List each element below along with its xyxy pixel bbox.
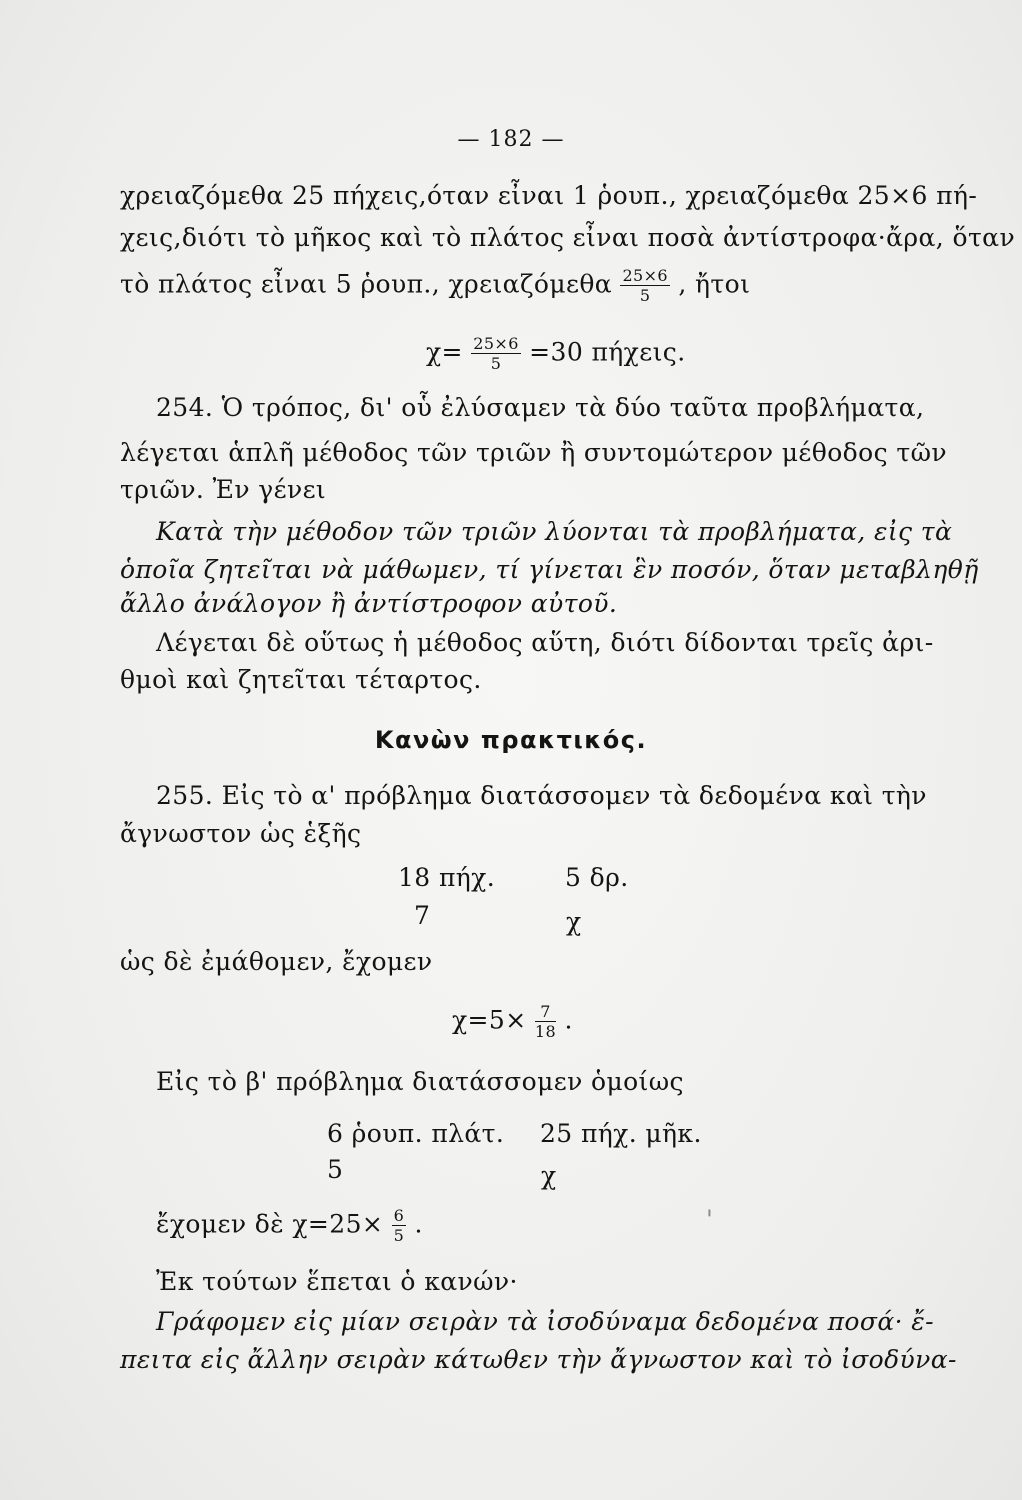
text-segment: , ἤτοι <box>678 269 751 299</box>
italic-rule-line: Γράφομεν εἰς μίαν σειρὰν τὰ ἰσοδύναμα δεδομένα ποσά· ἔ- <box>156 1307 934 1336</box>
section-heading: Κανὼν πρακτικός. <box>374 726 648 754</box>
equation-lhs: χ= <box>426 337 463 367</box>
fraction-denominator: 18 <box>534 1022 557 1041</box>
italic-rule-line: πειτα εἰς ἄλλην σειρὰν κάτωθεν τὴν ἄγνωστον καὶ τὸ ἰσοδύνα- <box>120 1345 957 1374</box>
text-line: Ἐκ τούτων ἕπεται ὁ κανών· <box>156 1267 518 1296</box>
text-line-with-fraction <box>120 268 750 304</box>
table2-row2-right: χ <box>541 1161 557 1190</box>
italic-rule-line: ἄλλο ἀνάλογον ἢ ἀντίστροφον αὐτοῦ. <box>120 589 618 618</box>
equation-rhs: =30 πήχεις. <box>529 337 686 367</box>
table2-row1-right: 25 πήχ. μῆκ. <box>540 1119 702 1148</box>
stray-mark: ' <box>706 1205 714 1234</box>
text-line: Εἰς τὸ β' πρόβλημα διατάσσομεν ὁμοίως <box>156 1067 684 1096</box>
fraction-numerator: 7 <box>535 1004 556 1022</box>
fraction-denominator: 5 <box>393 1226 405 1245</box>
fraction-denominator: 5 <box>639 286 651 305</box>
equation <box>426 336 686 372</box>
equation <box>452 1004 573 1040</box>
fraction <box>535 1004 556 1040</box>
text-line: ὡς δὲ ἐμάθομεν, ἔχομεν <box>120 947 433 976</box>
text-line: Λέγεται δὲ οὕτως ἡ μέθοδος αὕτη, διότι δίδονται τρεῖς ἀρι- <box>156 628 934 657</box>
italic-rule-line: Κατὰ τὴν μέθοδον τῶν τριῶν λύονται τὰ προβλήματα, εἰς τὰ <box>156 517 953 546</box>
fraction-numerator: 25×6 <box>622 266 668 285</box>
text-line: λέγεται ἁπλῆ μέθοδος τῶν τριῶν ἢ συντομώτερον μέθοδος τῶν <box>120 438 947 467</box>
fraction-numerator: 6 <box>393 1206 405 1225</box>
table2-row2-left: 5 <box>327 1155 344 1184</box>
equation-lhs: χ=5× <box>452 1005 527 1035</box>
fraction <box>392 1208 407 1244</box>
equation <box>156 1208 423 1244</box>
fraction <box>471 336 521 372</box>
equation-lhs: ἔχομεν δὲ χ=25× <box>156 1209 384 1239</box>
section-254-start: 254. Ὁ τρόπος, δι' οὗ ἐλύσαμεν τὰ δύο ταῦτα προβλήματα, <box>156 393 925 422</box>
table1-row2-left: 7 <box>414 901 431 930</box>
text-line: ἄγνωστον ὡς ἑξῆς <box>120 819 362 848</box>
table1-row2-right: χ <box>566 907 582 936</box>
equation-end: . <box>414 1209 423 1239</box>
table1-row1-right: 5 δρ. <box>565 863 629 892</box>
text-line: τριῶν. Ἐν γένει <box>120 475 327 504</box>
fraction-denominator: 5 <box>490 354 502 373</box>
table2-row1-left: 6 ῥουπ. πλάτ. <box>327 1119 505 1148</box>
fraction-numerator: 25×6 <box>473 334 519 353</box>
text-line: θμοὶ καὶ ζητεῖται τέταρτος. <box>120 665 482 694</box>
equation-end: . <box>564 1005 573 1035</box>
italic-rule-line: ὁποῖα ζητεῖται νὰ μάθωμεν, τί γίνεται ἓν ποσόν, ὅταν μεταβληθῇ <box>120 555 979 584</box>
page-number: — 182 — <box>457 127 565 152</box>
text-line: χεις,διότι τὸ μῆκος καὶ τὸ πλάτος εἶναι ποσὰ ἀντίστροφα·ἄρα, ὅταν <box>120 223 1016 252</box>
table1-row1-left: 18 πήχ. <box>398 863 496 892</box>
section-255-start: 255. Εἰς τὸ α' πρόβλημα διατάσσομεν τὰ δεδομένα καὶ τὴν <box>156 781 927 810</box>
text-segment: τὸ πλάτος εἶναι 5 ῥουπ., χρειαζόμεθα <box>120 269 613 299</box>
fraction <box>620 268 670 304</box>
text-line: χρειαζόμεθα 25 πήχεις,όταν εἶναι 1 ῥουπ., χρειαζόμεθα 25×6 πή- <box>120 181 978 210</box>
